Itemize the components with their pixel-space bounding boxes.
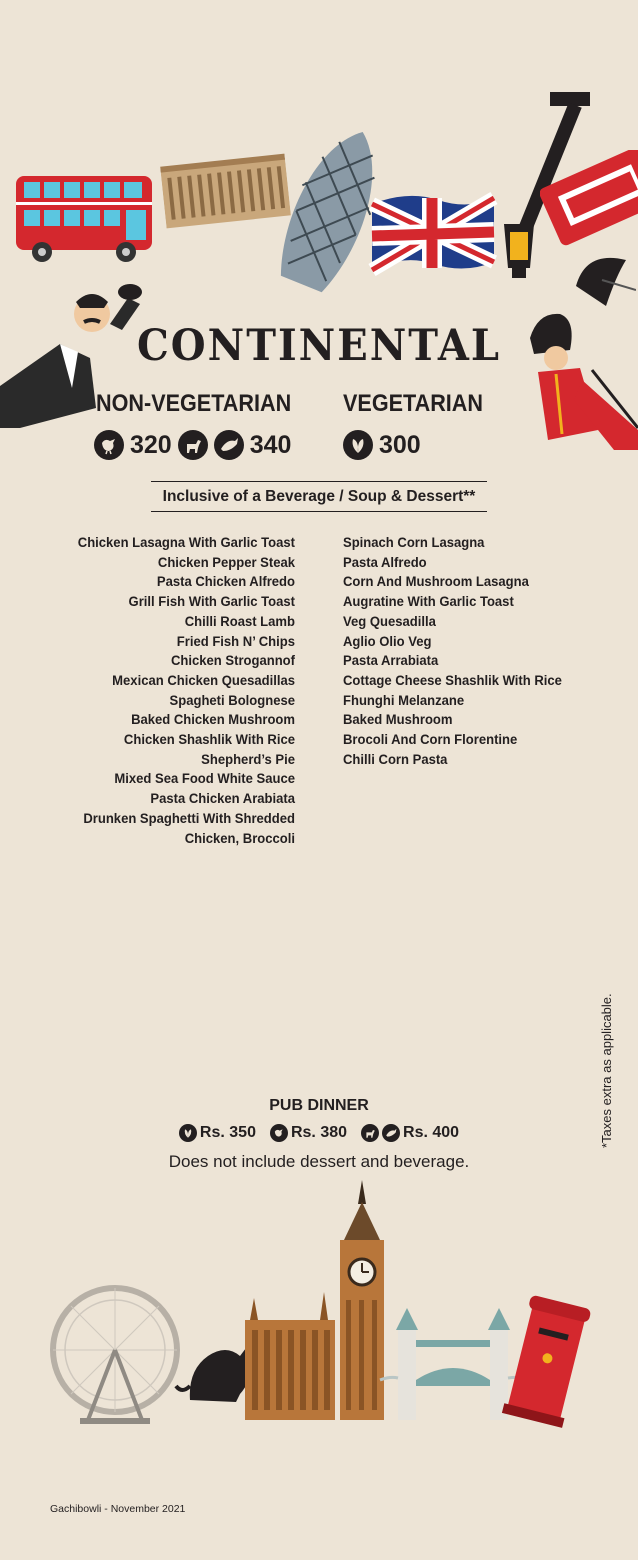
- list-item: Fried Fish N’ Chips: [176, 633, 295, 650]
- list-item: Veg Quesadilla: [343, 613, 436, 630]
- pub-price-mutton-fish: Rs. 400: [403, 1124, 460, 1141]
- pub-price-chicken: Rs. 380: [290, 1124, 348, 1141]
- veg-items-list: [343, 534, 603, 770]
- list-item: Mixed Sea Food White Sauce: [114, 771, 296, 788]
- veg-price-row: [343, 430, 427, 460]
- list-item: Fhunghi Melanzane: [343, 692, 465, 709]
- pub-dinner-title: PUB DINNER: [269, 1097, 369, 1114]
- list-item: Mexican Chicken Quesadillas: [112, 672, 295, 689]
- fish-icon: [214, 430, 244, 460]
- list-item: Pasta Alfredo: [343, 554, 427, 571]
- chicken-icon: [270, 1124, 288, 1142]
- list-item: Chilli Corn Pasta: [343, 751, 448, 768]
- page-title: CONTINENTAL: [136, 320, 502, 371]
- london-eye-illustration: [53, 1288, 177, 1424]
- nonveg-price-chicken: 320: [130, 430, 172, 459]
- pub-price-veg: Rs. 350: [199, 1124, 256, 1141]
- list-item: Chicken Strogannof: [170, 653, 295, 670]
- fish-icon: [382, 1124, 400, 1142]
- parliament-illustration: [245, 1292, 335, 1420]
- taxes-note: *Taxes extra as applicable.: [599, 993, 614, 1148]
- london-skyline-illustration: [40, 1180, 600, 1430]
- nonveg-heading: NON-VEGETARIAN: [96, 390, 292, 417]
- nonveg-price-row: [94, 430, 297, 460]
- big-ben-illustration: [340, 1180, 384, 1420]
- list-item: Drunken Spaghetti With Shredded: [83, 810, 295, 827]
- list-item: Baked Mushroom: [343, 712, 453, 729]
- veg-price: 300: [379, 430, 421, 459]
- list-item: Grill Fish With Garlic Toast: [128, 594, 295, 611]
- goat-icon: [361, 1124, 379, 1142]
- double-decker-bus-illustration: [14, 172, 154, 264]
- leaf-icon: [179, 1124, 197, 1142]
- list-item: Pasta Arrabiata: [343, 653, 439, 670]
- list-item: Chilli Roast Lamb: [184, 613, 295, 630]
- pub-dinner-note: Does not include dessert and beverage.: [168, 1152, 470, 1171]
- list-item: Augratine With Garlic Toast: [343, 594, 514, 611]
- list-item: Chicken Pepper Steak: [157, 554, 295, 571]
- sherlock-silhouette-illustration: [176, 1348, 251, 1402]
- leaf-icon: [343, 430, 373, 460]
- phone-box-illustration: [540, 150, 638, 250]
- pub-dinner-prices: [0, 1124, 638, 1142]
- goat-icon: [178, 430, 208, 460]
- list-item: Spagheti Bolognese: [169, 692, 295, 709]
- list-item: Spinach Corn Lasagna: [343, 535, 485, 551]
- list-item: Cottage Cheese Shashlik With Rice: [343, 672, 562, 689]
- list-item: Pasta Chicken Arabiata: [150, 791, 295, 808]
- list-item: Aglio Olio Veg: [343, 633, 432, 650]
- list-item: Baked Chicken Mushroom: [131, 712, 295, 729]
- list-item: Corn And Mushroom Lasagna: [343, 574, 529, 591]
- post-box-illustration: [502, 1295, 592, 1428]
- veg-heading: VEGETARIAN: [343, 390, 484, 417]
- inclusive-note: Inclusive of a Beverage / Soup & Dessert**: [151, 481, 487, 512]
- nonveg-price-mutton-fish: 340: [249, 430, 292, 459]
- union-jack-flag-illustration: [368, 190, 498, 276]
- list-item: Chicken, Broccoli: [184, 830, 295, 847]
- list-item: Shepherd’s Pie: [201, 751, 295, 768]
- footer-location-date: Gachibowli - November 2021: [50, 1503, 186, 1515]
- list-item: Chicken Shashlik With Rice: [123, 732, 295, 749]
- list-item: Brocoli And Corn Florentine: [343, 732, 518, 749]
- list-item: Pasta Chicken Alfredo: [156, 574, 295, 591]
- nonveg-items-list: [15, 534, 295, 849]
- list-item: Chicken Lasagna With Garlic Toast: [77, 535, 295, 551]
- chicken-icon: [94, 430, 124, 460]
- parliament-strip-illustration: [160, 152, 291, 231]
